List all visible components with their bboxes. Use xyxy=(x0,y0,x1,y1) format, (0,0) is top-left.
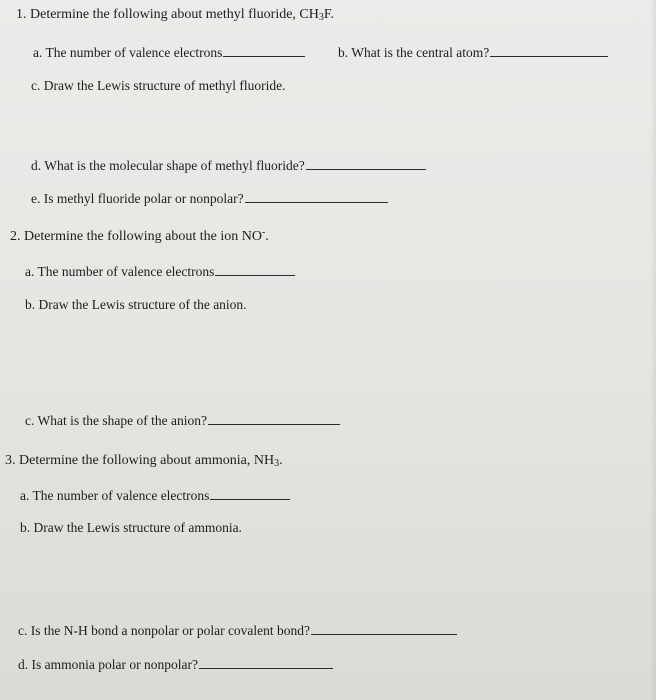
question-2c-answer-line[interactable] xyxy=(208,412,340,425)
question-1e-answer-line[interactable] xyxy=(245,190,388,203)
question-3d-text: d. Is ammonia polar or nonpolar? xyxy=(18,657,198,672)
question-1d xyxy=(31,157,426,174)
question-2-stem xyxy=(10,229,269,245)
question-1-number: 1. xyxy=(16,7,27,22)
question-1-stem xyxy=(16,7,334,23)
question-1a xyxy=(33,44,305,61)
question-1a-answer-line[interactable] xyxy=(223,44,305,57)
question-1b-answer-line[interactable] xyxy=(490,44,608,57)
question-2-text: Determine the following about the ion NO xyxy=(24,229,262,244)
question-1d-answer-line[interactable] xyxy=(306,157,426,170)
question-3d xyxy=(18,656,333,673)
question-3b xyxy=(20,520,242,536)
question-3-number: 3. xyxy=(5,453,16,468)
question-2a-answer-line[interactable] xyxy=(215,263,295,276)
question-2c-text: c. What is the shape of the anion? xyxy=(25,413,207,428)
question-3-stem xyxy=(5,453,283,469)
question-2c xyxy=(25,412,340,429)
question-1d-text: d. What is the molecular shape of methyl fluoride? xyxy=(31,158,305,173)
question-3-text-end: . xyxy=(279,453,283,468)
question-1c xyxy=(31,78,286,94)
question-3d-answer-line[interactable] xyxy=(199,656,333,669)
question-3c-answer-line[interactable] xyxy=(311,622,457,635)
question-3c xyxy=(18,622,457,639)
question-3a-text: a. The number of valence electrons xyxy=(20,488,210,503)
question-3c-text: c. Is the N-H bond a nonpolar or polar covalent bond? xyxy=(18,623,311,638)
question-1c-text: c. Draw the Lewis structure of methyl fluoride. xyxy=(31,78,286,93)
question-3-text: Determine the following about ammonia, NH xyxy=(19,453,275,468)
question-2-text-end: . xyxy=(265,229,269,244)
question-2-charge: - xyxy=(261,227,266,238)
question-1-formula-end: F. xyxy=(323,7,335,22)
question-2-number: 2. xyxy=(10,229,21,244)
question-1b-text: b. What is the central atom? xyxy=(338,45,490,60)
question-1b xyxy=(338,44,608,61)
page-edge-shadow xyxy=(650,0,656,700)
question-3b-text: b. Draw the Lewis structure of ammonia. xyxy=(20,520,242,535)
question-2a xyxy=(25,263,295,280)
question-1e-text: e. Is methyl fluoride polar or nonpolar? xyxy=(31,191,244,206)
question-3a xyxy=(20,487,290,504)
question-2a-text: a. The number of valence electrons xyxy=(25,264,215,279)
question-1-formula-subscript: 3 xyxy=(318,12,324,23)
question-1e xyxy=(31,190,388,207)
question-1a-text: a. The number of valence electrons xyxy=(33,45,223,60)
question-2b-text: b. Draw the Lewis structure of the anion. xyxy=(25,297,247,312)
question-3a-answer-line[interactable] xyxy=(210,487,290,500)
question-1-text: Determine the following about methyl fluoride, CH xyxy=(30,7,319,22)
question-3-formula-subscript: 3 xyxy=(274,458,280,469)
question-2b xyxy=(25,297,247,313)
